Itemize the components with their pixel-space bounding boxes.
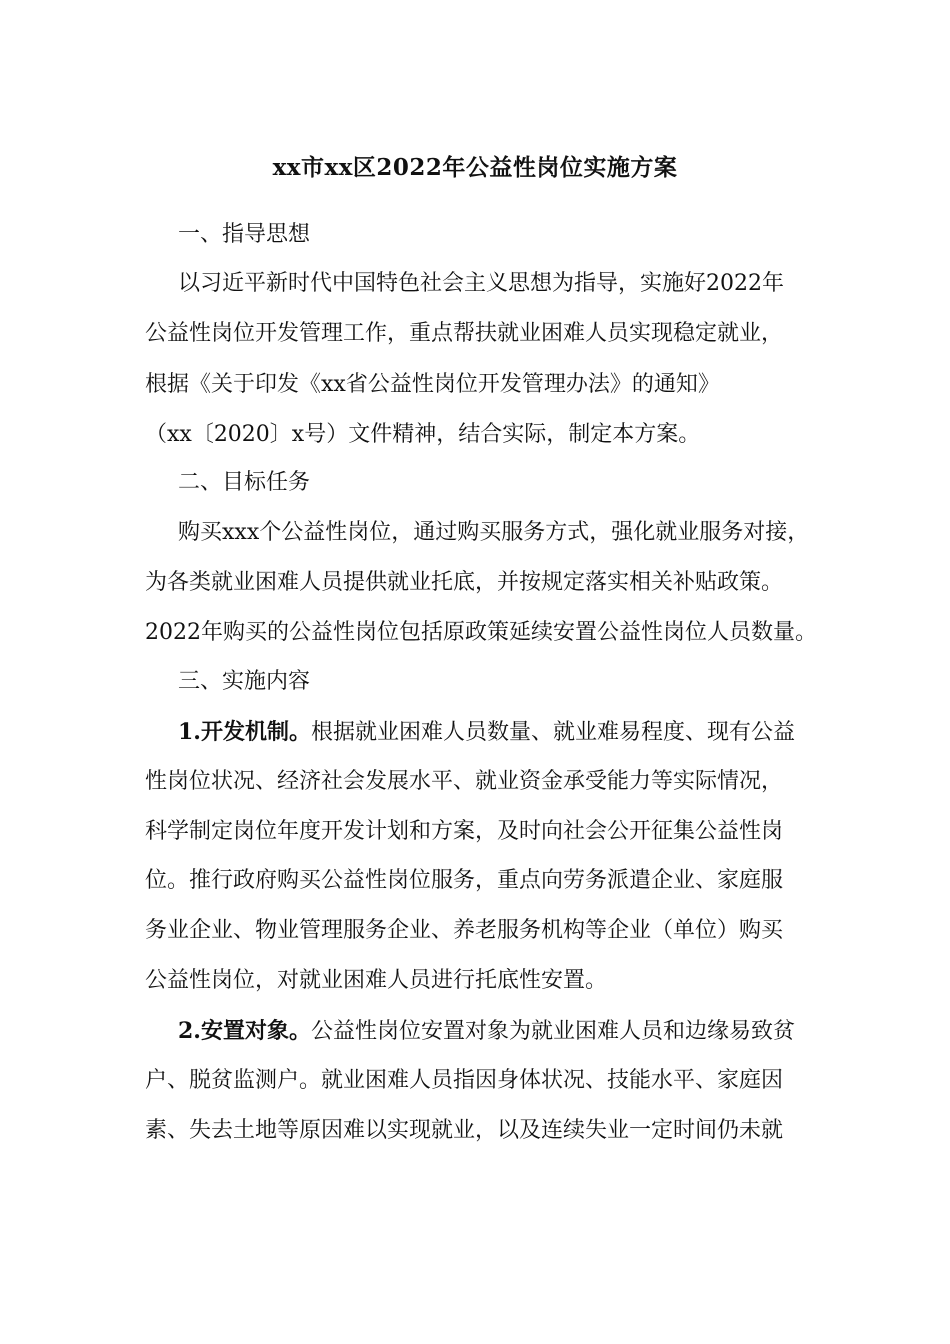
paragraph-line: 公益性岗位，对就业困难人员进行托底性安置。 [145, 968, 608, 993]
section-heading-goals: 二、目标任务 [178, 470, 311, 495]
item-text: 公益性岗位安置对象为就业困难人员和边缘易致贫 [310, 1019, 795, 1044]
item-text: 根据就业困难人员数量、就业难易程度、现有公益 [310, 720, 795, 745]
document-title: xx市xx区2022年公益性岗位实施方案 [272, 154, 678, 181]
paragraph-line: 位。推行政府购买公益性岗位服务，重点向劳务派遣企业、家庭服 [145, 868, 784, 893]
paragraph-line: 性岗位状况、经济社会发展水平、就业资金承受能力等实际情况， [145, 769, 784, 794]
paragraph-line: 科学制定岗位年度开发计划和方案，及时向社会公开征集公益性岗 [145, 819, 784, 844]
paragraph-line: 素、失去土地等原因难以实现就业，以及连续失业一定时间仍未就 [145, 1118, 784, 1143]
paragraph-line: （xx〔2020〕x号）文件精神，结合实际，制定本方案。 [145, 422, 701, 447]
paragraph-line: 根据《关于印发《xx省公益性岗位开发管理办法》的通知》 [145, 372, 720, 397]
paragraph-line: 为各类就业困难人员提供就业托底，并按规定落实相关补贴政策。 [145, 570, 784, 595]
item-development-mechanism [178, 716, 795, 749]
paragraph-line: 公益性岗位开发管理工作，重点帮扶就业困难人员实现稳定就业， [145, 321, 784, 346]
section-heading-implementation: 三、实施内容 [178, 669, 311, 694]
paragraph-line: 以习近平新时代中国特色社会主义思想为指导，实施好2022年 [178, 271, 784, 296]
item-placement-targets [178, 1015, 795, 1048]
paragraph-line: 2022年购买的公益性岗位包括原政策延续安置公益性岗位人员数量。 [145, 620, 817, 645]
paragraph-line: 户、脱贫监测户。就业困难人员指因身体状况、技能水平、家庭因 [145, 1068, 784, 1093]
section-heading-guiding-ideology: 一、指导思想 [178, 222, 311, 247]
paragraph-line: 务业企业、物业管理服务企业、养老服务机构等企业（单位）购买 [145, 918, 784, 943]
item-label: 1.开发机制。 [178, 719, 311, 745]
paragraph-line: 购买xxx个公益性岗位，通过购买服务方式，强化就业服务对接， [178, 520, 810, 545]
item-label: 2.安置对象。 [178, 1018, 311, 1044]
